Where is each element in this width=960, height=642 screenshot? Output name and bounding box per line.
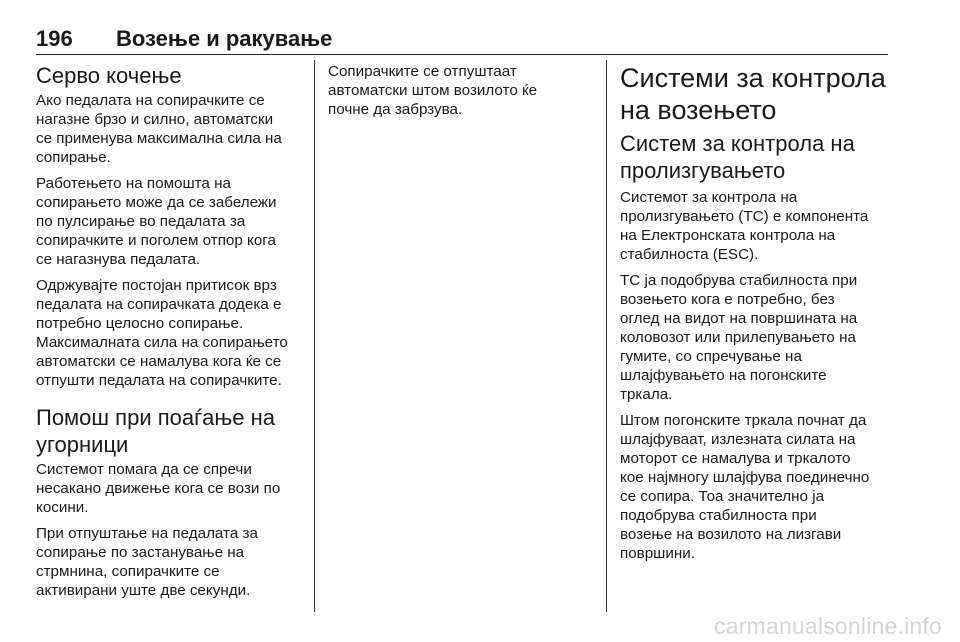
watermark: carmanualsonline.info — [714, 613, 942, 639]
paragraph: Работењето на помошта на сопирањето може да се забележи по пулсирање во педалата за сопирачките и поголем отпор кога се нагазнува педалата. — [36, 175, 277, 268]
section-heading-hill-start-assist: Помош при поаѓање на угорници — [36, 405, 275, 457]
column-divider — [606, 60, 607, 612]
paragraph: Одржувајте постојан притисок врз педалата на сопирачката додека е потребно целосно сопирање. Максималната сила на сопирањето автоматски се намалува кога ќе се отпушти педалата на сопирачките. — [36, 277, 288, 389]
paragraph: Системот помага да се спречи несакано движење кога се вози по косини. — [36, 461, 281, 516]
running-title: Возење и ракување — [116, 26, 333, 51]
paragraph: Ако педалата на сопирачките се нагазне брзо и силно, автоматски се применува максимална сила на сопирање. — [36, 92, 282, 166]
page-header — [36, 24, 888, 55]
paragraph: При отпуштање на педалата за сопирање по застанување на стрмнина, сопирачките се активирани уште две секунди. — [36, 525, 258, 599]
chapter-heading: Системи за контрола на возењето — [620, 63, 886, 125]
column-divider — [314, 60, 315, 612]
paragraph: Штом погонските тркала почнат да шлајфуваат, излезната силата на моторот се намалува и тркалото кое најмногу шлајфува поединечно се сопира. Тоа значително ја подобрува стабилноста при возење на возилото на лизгави површини. — [620, 412, 870, 562]
column-right — [620, 62, 892, 570]
section-heading-brake-assist: Серво кочење — [36, 63, 182, 88]
paragraph: Системот за контрола на пролизгувањето (TC) е компонента на Електронската контрола на стабилноста (ESC). — [620, 189, 869, 263]
subsection-heading-traction-control: Систем за контрола на пролизгувањето — [620, 131, 855, 183]
page-number: 196 — [36, 26, 73, 51]
paragraph: TC ја подобрува стабилноста при возењето кога е потребно, без оглед на видот на површината на коловозот или прилепувањето на гумите, со спречување на шлајфувањето на погонските тркала. — [620, 272, 858, 403]
paragraph: Сопирачките се отпуштаат автоматски штом возилото ќе почне да забрзува. — [328, 63, 538, 118]
column-left — [36, 62, 302, 607]
column-middle — [328, 62, 596, 126]
